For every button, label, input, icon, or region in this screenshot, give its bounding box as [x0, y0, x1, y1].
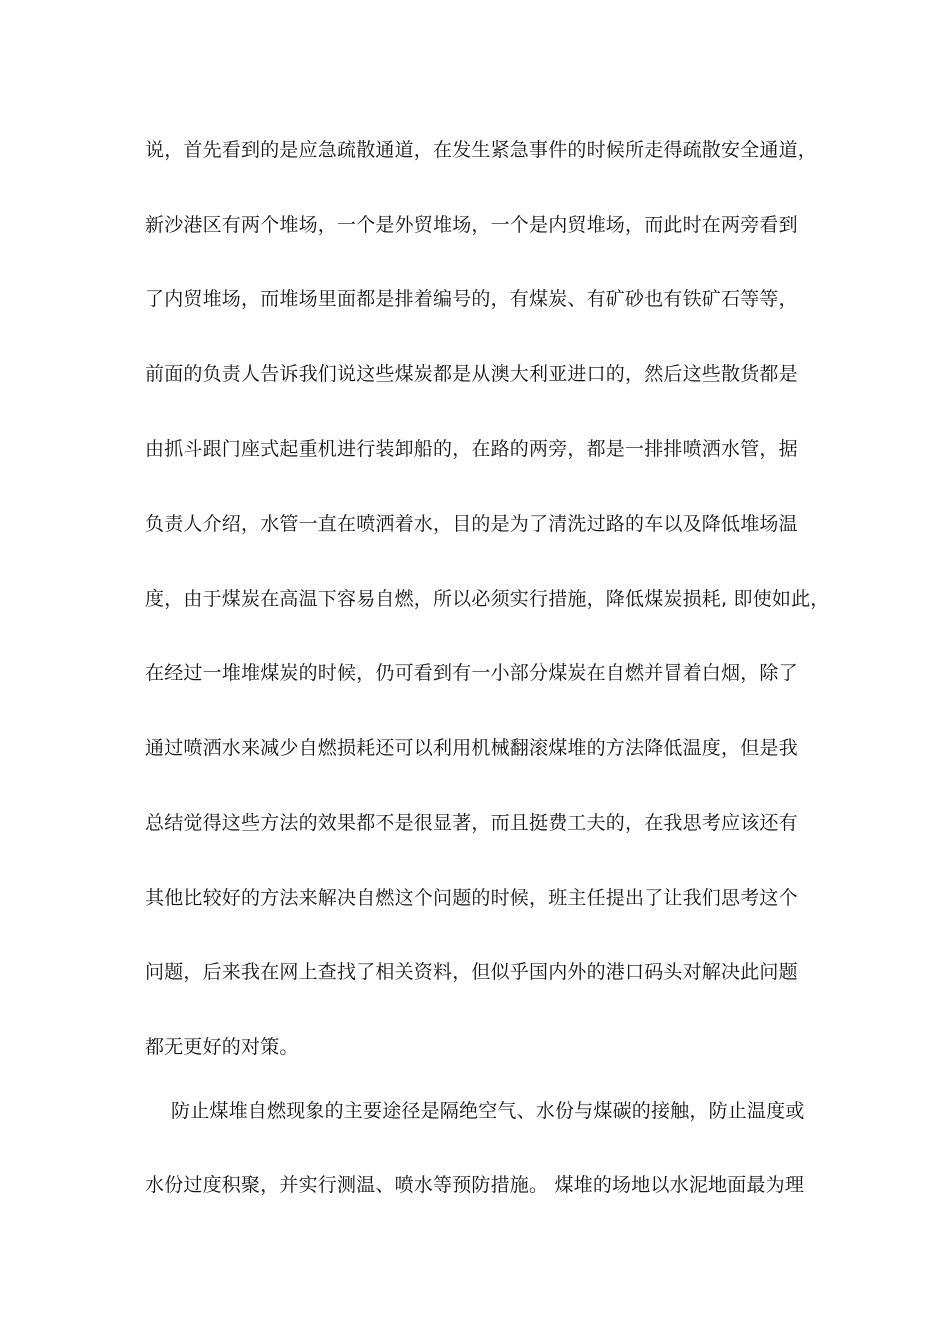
paragraph-1-line-6: 负责人介绍，水管一直在喷洒着水，目的是为了清洗过路的车以及降低堆场温 [145, 513, 798, 535]
paragraph-1-line-12: 问题，后来我在网上查找了相关资料，但似乎国内外的港口码头对解决此问题 [145, 961, 798, 983]
paragraph-1-line-10: 总结觉得这些方法的效果都不是很显著，而且挺费工夫的，在我思考应该还有 [145, 812, 798, 834]
paragraph-1-line-7: 度，由于煤炭在高温下容易自燃，所以必须实行措施，降低煤炭损耗, 即使如此， [145, 588, 830, 610]
paragraph-1-line-5: 由抓斗跟门座式起重机进行装卸船的，在路的两旁，都是一排排喷洒水管，据 [145, 438, 798, 460]
paragraph-1-line-4: 前面的负责人告诉我们说这些煤炭都是从澳大利亚进口的，然后这些散货都是 [145, 363, 798, 385]
paragraph-1-line-8: 在经过一堆堆煤炭的时候，仍可看到有一小部分煤炭在自燃并冒着白烟，除了 [145, 662, 798, 684]
paragraph-2-line-1: 防止煤堆自燃现象的主要途径是隔绝空气、水份与煤碳的接触，防止温度或 [171, 1100, 805, 1122]
paragraph-2-line-2: 水份过度积聚，并实行测温、喷水等预防措施。 煤堆的场地以水泥地面最为理 [145, 1174, 805, 1196]
paragraph-1-line-2: 新沙港区有两个堆场，一个是外贸堆场，一个是内贸堆场，而此时在两旁看到 [145, 214, 798, 236]
paragraph-1-line-11: 其他比较好的方法来解决自燃这个问题的时候，班主任提出了让我们思考这个 [145, 887, 798, 909]
paragraph-1-line-13: 都无更好的对策。 [145, 1036, 299, 1058]
paragraph-1-line-9: 通过喷洒水来减少自燃损耗还可以利用机械翻滚煤堆的方法降低温度，但是我 [145, 737, 798, 759]
paragraph-1-line-3: 了内贸堆场，而堆场里面都是排着编号的，有煤炭、有矿砂也有铁矿石等等， [145, 288, 798, 310]
paragraph-1-line-1: 说，首先看到的是应急疏散通道，在发生紧急事件的时候所走得疏散安全通道， [145, 139, 818, 161]
